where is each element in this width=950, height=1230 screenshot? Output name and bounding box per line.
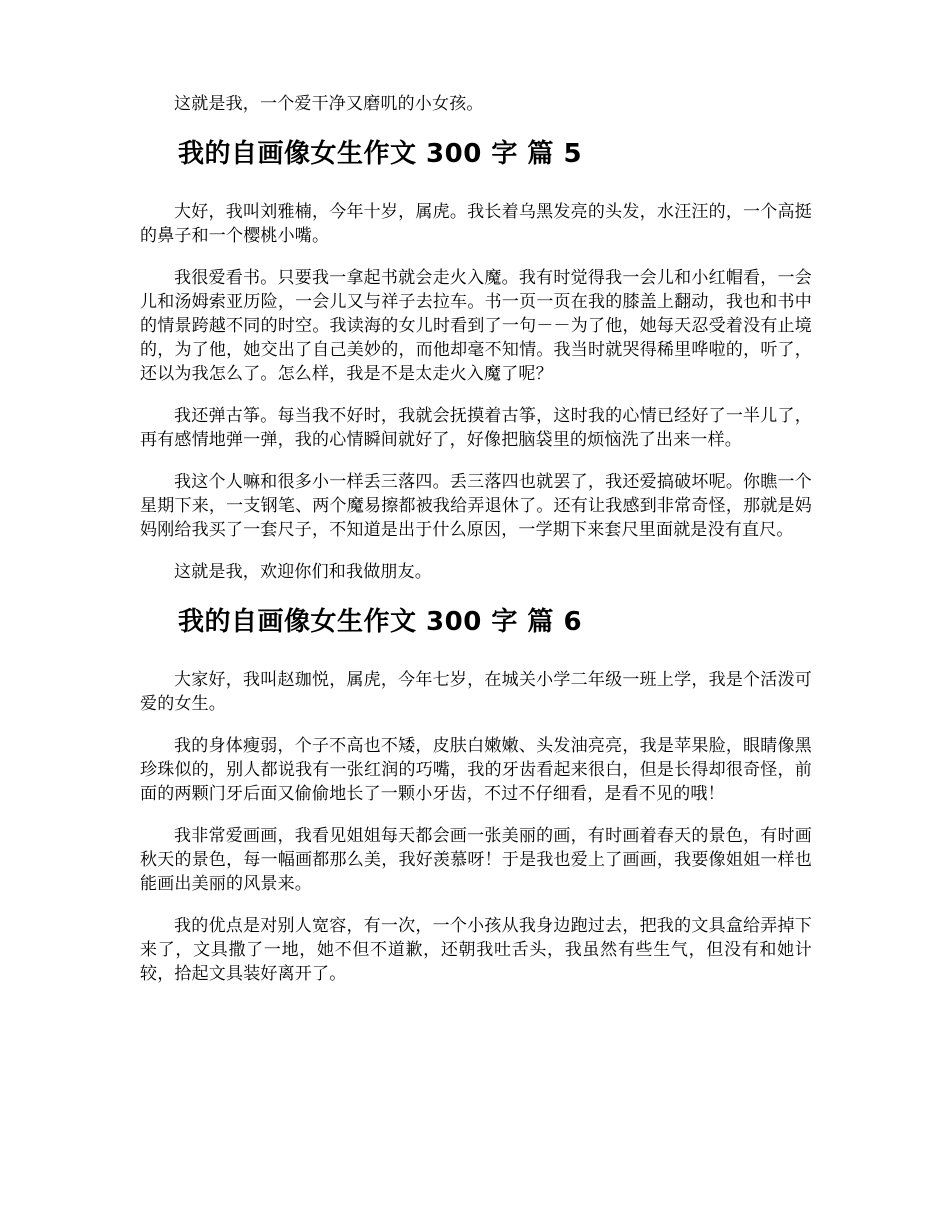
- section-6-paragraph-4: 我的优点是对别人宽容，有一次，一个小孩从我身边跑过去，把我的文具盒给弄掉下来了，文具撒了一地，她不但不道歉，还朝我吐舌头，我虽然有些生气，但没有和她计较，拾起文具装好离开了。: [140, 916, 812, 984]
- section-6-heading: 我的自画像女生作文 300 字 篇 6: [178, 607, 583, 637]
- section-5-paragraph-3: 我还弹古筝。每当我不好时，我就会抚摸着古筝，这时我的心情已经好了一半儿了，再有感情地弹一弹，我的心情瞬间就好了，好像把脑袋里的烦恼洗了出来一样。: [140, 406, 812, 450]
- section-5-paragraph-4: 我这个人嘛和很多小一样丢三落四。丢三落四也就罢了，我还爱搞破坏呢。你瞧一个星期下来，一支钢笔、两个魔易擦都被我给弄退休了。还有让我感到非常奇怪，那就是妈妈刚给我买了一套尺子，不知道是出于什么原因，一学期下来套尺里面就是没有直尺。: [140, 472, 812, 540]
- section-5-paragraph-5: 这就是我，欢迎你们和我做朋友。: [174, 562, 432, 582]
- section-5-paragraph-2: 我很爱看书。只要我一拿起书就会走火入魔。我有时觉得我一会儿和小红帽看，一会儿和汤姆索亚历险，一会儿又与祥子去拉车。书一页一页在我的膝盖上翻动，我也和书中的情景跨越不同的时空。我读海的女儿时看到了一句－－为了他，她每天忍受着没有止境的，为了他，她交出了自己美妙的，而他却毫不知情。我当时就哭得稀里哗啦的，听了，还以为我怎么了。怎么样，我是不是太走火入魔了呢？: [140, 268, 812, 384]
- section-6-paragraph-2: 我的身体瘦弱，个子不高也不矮，皮肤白嫩嫩、头发油亮亮，我是苹果脸，眼睛像黑珍珠似的，别人都说我有一张红润的巧嘴，我的牙齿看起来很白，但是长得却很奇怪，前面的两颗门牙后面又偷偷地长了一颗小牙齿，不过不仔细看，是看不见的哦！: [140, 736, 812, 804]
- section-5-heading: 我的自画像女生作文 300 字 篇 5: [178, 139, 583, 169]
- document-page: [140, 92, 812, 986]
- section-5-paragraph-1: 大好，我叫刘雅楠，今年十岁，属虎。我长着乌黑发亮的头发，水汪汪的，一个高挺的鼻子和一个樱桃小嘴。: [140, 202, 812, 246]
- section-6-paragraph-1: 大家好，我叫赵珈悦，属虎，今年七岁，在城关小学二年级一班上学，我是个活泼可爱的女生。: [140, 670, 812, 714]
- section-6-paragraph-3: 我非常爱画画，我看见姐姐每天都会画一张美丽的画，有时画着春天的景色，有时画秋天的景色，每一幅画都那么美，我好羡慕呀！于是我也爱上了画画，我要像姐姐一样也能画出美丽的风景来。: [140, 826, 812, 894]
- intro-closing-paragraph: 这就是我，一个爱干净又磨叽的小女孩。: [174, 94, 484, 114]
